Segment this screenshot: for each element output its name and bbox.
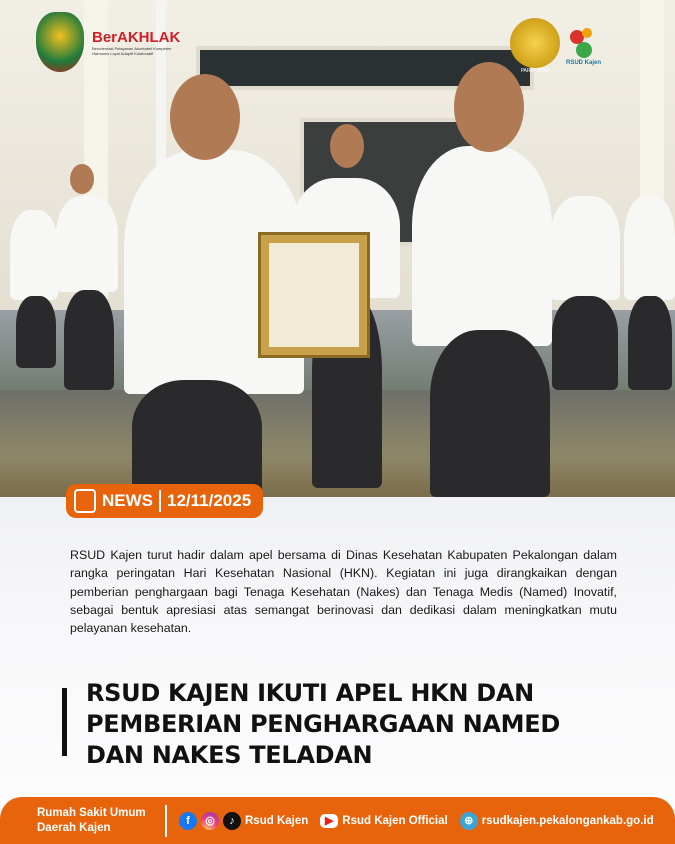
hospital-logo-text: RSUD Kajen — [566, 60, 602, 66]
background-person-head — [70, 164, 94, 194]
headline-line: RSUD KAJEN IKUTI APEL HKN DAN — [86, 679, 534, 707]
background-person — [628, 296, 672, 390]
background-person — [552, 296, 618, 390]
header-logos-right — [510, 18, 601, 74]
news-label: NEWS — [102, 491, 153, 510]
youtube-channel[interactable]: Rsud Kajen Official — [342, 814, 448, 827]
background-person-head — [330, 124, 364, 168]
globe-icon[interactable]: ⊕ — [460, 812, 478, 830]
berakhlak-logo: BerAKHLAK — [92, 28, 181, 46]
hospital-logo-icon — [566, 26, 600, 60]
newspaper-icon — [74, 489, 96, 513]
accreditation-seal-icon — [510, 18, 560, 68]
award-presenter — [412, 146, 552, 346]
tiktok-icon[interactable]: ♪ — [223, 812, 241, 830]
news-date: 12/11/2025 — [167, 491, 252, 510]
background-person — [16, 296, 56, 368]
headline-accent-bar — [62, 688, 67, 756]
instagram-icon[interactable]: ◎ — [201, 812, 219, 830]
footer-divider — [165, 805, 167, 837]
article-headline — [86, 678, 606, 771]
headline-line: DAN NAKES TELADAN — [86, 741, 373, 769]
award-presenter-head — [454, 62, 524, 152]
facebook-icon[interactable]: f — [179, 812, 197, 830]
background-person — [64, 290, 114, 390]
social-links — [179, 812, 654, 830]
social-handle[interactable]: Rsud Kajen — [245, 814, 309, 827]
award-certificate — [258, 232, 370, 358]
footer-org-name — [37, 806, 157, 836]
website-link[interactable]: rsudkajen.pekalongankab.go.id — [481, 814, 654, 827]
background-person — [550, 196, 620, 300]
accreditation-label: PARIPURNA — [520, 68, 550, 74]
background-person — [624, 196, 675, 300]
regency-emblem-icon — [36, 12, 84, 72]
berakhlak-tagline: Berorientasi Pelayanan Akuntabel Kompeten Harmonis Loyal Adaptif Kolaboratif — [92, 45, 172, 56]
footer-org-line: Rumah Sakit Umum — [37, 806, 146, 819]
footer-bar — [0, 797, 675, 844]
news-divider — [159, 490, 161, 512]
article-body: RSUD Kajen turut hadir dalam apel bersama di Dinas Kesehatan Kabupaten Pekalongan dalam rangka peringatan Hari Kesehatan Nasional (HKN). Kegiatan ini juga dirangkaikan dengan pemberian penghargaan bagi Tenaga Kesehatan (Nakes) dan Tenaga Medis (Named) Inovatif, sebagai bentuk apresiasi atas semangat berinovasi dan dedikasi dalam meningkatkan mutu pelayanan kesehatan. — [70, 548, 617, 636]
youtube-icon[interactable]: ▶ — [320, 814, 338, 828]
footer-org-line: Daerah Kajen — [37, 821, 111, 834]
header-logos-left — [36, 12, 187, 72]
award-recipient-head — [170, 74, 240, 160]
news-badge — [66, 484, 263, 518]
headline-line: PEMBERIAN PENGHARGAAN NAMED — [86, 710, 560, 738]
background-person — [56, 196, 118, 292]
background-person — [10, 210, 58, 300]
award-presenter-trousers — [430, 330, 550, 497]
award-recipient-trousers — [132, 380, 262, 497]
